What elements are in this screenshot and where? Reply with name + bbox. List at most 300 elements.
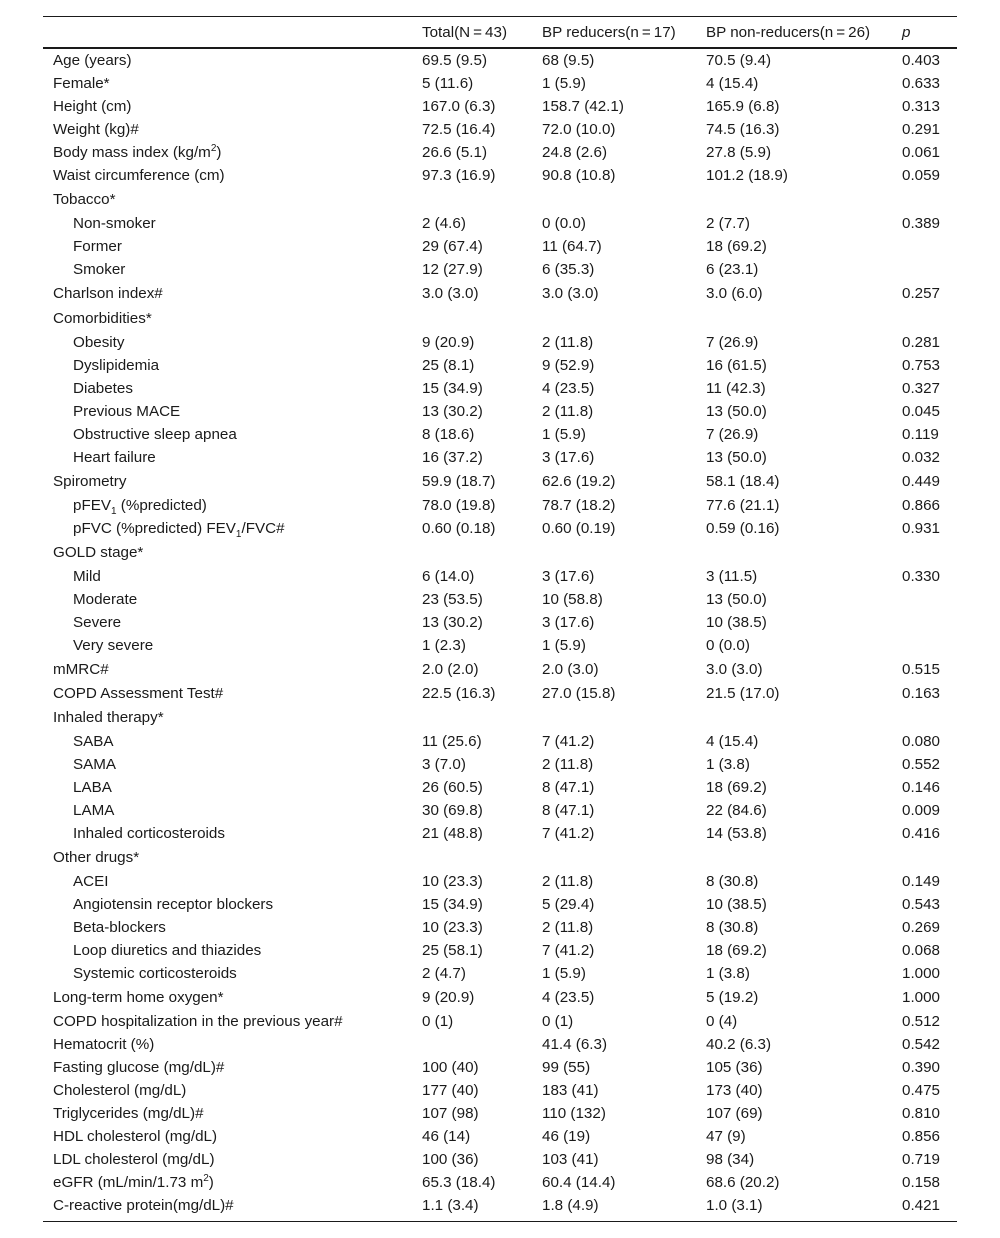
- cell-bp-non-reducers: 68.6 (20.2): [706, 1174, 780, 1191]
- row-label-text: Body mass index (kg/m: [53, 144, 211, 161]
- table-row: [43, 517, 957, 540]
- table-row: [43, 939, 957, 962]
- cell-total: 13 (30.2): [422, 403, 483, 420]
- cell-bp-non-reducers: 74.5 (16.3): [706, 121, 780, 138]
- cell-bp-non-reducers: 7 (26.9): [706, 426, 759, 443]
- cell-total: [422, 306, 542, 331]
- row-label: LABA: [73, 779, 112, 796]
- cell-bp-reducers: 2.0 (3.0): [542, 661, 599, 678]
- cell-bp-non-reducers: 0.59 (0.16): [706, 520, 780, 537]
- cell-p-value: 0.475: [902, 1082, 941, 1099]
- row-label: COPD Assessment Test#: [53, 685, 224, 702]
- cell-p-value: [902, 845, 957, 870]
- cell-p-value: 0.068: [902, 942, 941, 959]
- header-p-value: p: [902, 17, 957, 49]
- cell-total: 0.60 (0.18): [422, 520, 496, 537]
- cell-p-value: [902, 540, 957, 565]
- table-row: [43, 916, 957, 939]
- cell-bp-non-reducers: 107 (69): [706, 1105, 763, 1122]
- table-row: [43, 354, 957, 377]
- row-label: [43, 517, 422, 540]
- table-row: [43, 141, 957, 164]
- cell-bp-non-reducers: 8 (30.8): [706, 873, 759, 890]
- row-label: Spirometry: [53, 473, 127, 490]
- table-row: [43, 258, 957, 281]
- table-row: [43, 730, 957, 753]
- cell-total: 78.0 (19.8): [422, 497, 496, 514]
- row-label: ACEI: [73, 873, 109, 890]
- table-row: [43, 1033, 957, 1056]
- cell-bp-reducers: 158.7 (42.1): [542, 98, 624, 115]
- cell-total: 16 (37.2): [422, 449, 483, 466]
- row-label: Systemic corticosteroids: [73, 965, 237, 982]
- table-row: [43, 423, 957, 446]
- cell-total: 65.3 (18.4): [422, 1174, 496, 1191]
- cell-bp-non-reducers: 4 (15.4): [706, 75, 759, 92]
- cell-total: 2 (4.6): [422, 215, 466, 232]
- cell-total: [422, 705, 542, 730]
- row-label: LAMA: [73, 802, 115, 819]
- cell-bp-non-reducers: 77.6 (21.1): [706, 497, 780, 514]
- cell-bp-reducers: 2 (11.8): [542, 919, 594, 936]
- row-label: Cholesterol (mg/dL): [53, 1082, 187, 1099]
- row-label: Comorbidities*: [53, 310, 152, 327]
- cell-total: 21 (48.8): [422, 825, 483, 842]
- cell-p-value: 1.000: [902, 965, 941, 982]
- row-label: Smoker: [73, 261, 126, 278]
- cell-bp-non-reducers: 98 (34): [706, 1151, 755, 1168]
- cell-bp-non-reducers: [706, 187, 902, 212]
- cell-total: 22.5 (16.3): [422, 685, 496, 702]
- cell-p-value: 0.119: [902, 426, 939, 443]
- row-label: Diabetes: [73, 380, 133, 397]
- row-label: C-reactive protein(mg/dL)#: [43, 1194, 422, 1222]
- cell-bp-non-reducers: [706, 540, 902, 565]
- cell-total: 10 (23.3): [422, 873, 483, 890]
- table-row: [43, 1171, 957, 1194]
- cell-bp-non-reducers: 58.1 (18.4): [706, 473, 780, 490]
- cell-bp-non-reducers: 13 (50.0): [706, 449, 767, 466]
- cell-bp-reducers: 4 (23.5): [542, 989, 595, 1006]
- cell-bp-reducers: 2 (11.8): [542, 756, 594, 773]
- cell-p-value: 0.009: [902, 802, 941, 819]
- row-label-suffix: (%predicted): [116, 497, 207, 514]
- cell-total: 8 (18.6): [422, 426, 475, 443]
- header-total: Total(N = 43): [422, 17, 542, 49]
- cell-p-value: 0.449: [902, 473, 941, 490]
- table-row: [43, 400, 957, 423]
- cell-total: 97.3 (16.9): [422, 167, 496, 184]
- cell-p-value: 0.313: [902, 98, 941, 115]
- cell-total: 1 (2.3): [422, 637, 466, 654]
- cell-bp-non-reducers: 13 (50.0): [706, 403, 767, 420]
- table-row: [43, 95, 957, 118]
- row-label: Inhaled therapy*: [53, 709, 164, 726]
- cell-p-value: 0.390: [902, 1059, 941, 1076]
- cell-bp-reducers: 1.8 (4.9): [542, 1194, 706, 1222]
- cell-bp-reducers: 62.6 (19.2): [542, 473, 616, 490]
- cell-p-value: [902, 258, 957, 281]
- cell-bp-non-reducers: 3.0 (3.0): [706, 661, 763, 678]
- cell-bp-non-reducers: 7 (26.9): [706, 334, 759, 351]
- cell-bp-non-reducers: 10 (38.5): [706, 896, 767, 913]
- cell-total: 9 (20.9): [422, 334, 475, 351]
- cell-bp-non-reducers: 13 (50.0): [706, 591, 767, 608]
- cell-total: 46 (14): [422, 1128, 471, 1145]
- cell-bp-non-reducers: 21.5 (17.0): [706, 685, 780, 702]
- cell-bp-reducers: 41.4 (6.3): [542, 1036, 608, 1053]
- cell-p-value: [902, 187, 957, 212]
- cell-bp-non-reducers: 40.2 (6.3): [706, 1036, 772, 1053]
- cell-bp-reducers: 10 (58.8): [542, 591, 603, 608]
- table-row: [43, 469, 957, 494]
- cell-bp-reducers: 68 (9.5): [542, 52, 595, 69]
- cell-p-value: 0.061: [902, 144, 941, 161]
- row-label: HDL cholesterol (mg/dL): [53, 1128, 218, 1145]
- cell-bp-non-reducers: 3.0 (6.0): [706, 285, 763, 302]
- row-label: Loop diuretics and thiazides: [73, 942, 262, 959]
- cell-p-value: [902, 588, 957, 611]
- cell-bp-reducers: 24.8 (2.6): [542, 144, 608, 161]
- row-label: Severe: [73, 614, 122, 631]
- cell-p-value: [902, 235, 957, 258]
- header-bp-non-reducers: BP non-reducers(n = 26): [706, 17, 902, 49]
- cell-total: 6 (14.0): [422, 568, 475, 585]
- cell-bp-reducers: 7 (41.2): [542, 942, 595, 959]
- cell-p-value: 1.000: [902, 989, 941, 1006]
- cell-p-value: [902, 634, 957, 657]
- cell-bp-reducers: 8 (47.1): [542, 802, 595, 819]
- row-label-sub: 1: [110, 506, 117, 518]
- cell-bp-non-reducers: 27.8 (5.9): [706, 144, 772, 161]
- cell-p-value: 0.330: [902, 568, 941, 585]
- cell-total: 72.5 (16.4): [422, 121, 496, 138]
- table-row: [43, 776, 957, 799]
- cell-bp-reducers: 2 (11.8): [542, 334, 594, 351]
- cell-bp-reducers: 1 (5.9): [542, 426, 586, 443]
- cell-total: 69.5 (9.5): [422, 52, 488, 69]
- cell-bp-reducers: 3 (17.6): [542, 614, 595, 631]
- row-label: [43, 1171, 422, 1194]
- row-label: Heart failure: [73, 449, 156, 466]
- cell-p-value: 0.856: [902, 1128, 941, 1145]
- cell-p-value: 0.931: [902, 520, 941, 537]
- table-row: [43, 377, 957, 400]
- cell-total: 1.1 (3.4): [422, 1194, 542, 1222]
- cell-p-value: 0.542: [902, 1036, 941, 1053]
- table-row: [43, 588, 957, 611]
- cell-bp-non-reducers: 1 (3.8): [706, 756, 750, 773]
- cell-total: 26 (60.5): [422, 779, 483, 796]
- table-row: [43, 1194, 957, 1222]
- cell-bp-reducers: 3 (17.6): [542, 449, 595, 466]
- cell-p-value: 0.032: [902, 449, 941, 466]
- header-bp-reducers: BP reducers(n = 17): [542, 17, 706, 49]
- cell-bp-non-reducers: 5 (19.2): [706, 989, 759, 1006]
- cell-total: 29 (67.4): [422, 238, 483, 255]
- cell-p-value: 0.291: [902, 121, 941, 138]
- cell-bp-reducers: 0.60 (0.19): [542, 520, 616, 537]
- cell-total: 9 (20.9): [422, 989, 475, 1006]
- row-label-suffix: ): [208, 1174, 214, 1191]
- row-label: Age (years): [53, 52, 132, 69]
- table-row: [43, 799, 957, 822]
- cell-bp-reducers: 99 (55): [542, 1059, 591, 1076]
- cell-total: 25 (8.1): [422, 357, 475, 374]
- cell-bp-non-reducers: 22 (84.6): [706, 802, 767, 819]
- cell-bp-non-reducers: 173 (40): [706, 1082, 763, 1099]
- table-row: [43, 1010, 957, 1033]
- row-label: Height (cm): [53, 98, 132, 115]
- cell-total: [422, 1033, 542, 1056]
- row-label: Weight (kg)#: [53, 121, 139, 138]
- cell-bp-reducers: 110 (132): [542, 1105, 606, 1122]
- cell-bp-non-reducers: 8 (30.8): [706, 919, 759, 936]
- row-label: SAMA: [73, 756, 117, 773]
- table-row: [43, 705, 957, 730]
- row-label: Triglycerides (mg/dL)#: [53, 1105, 204, 1122]
- cell-total: 13 (30.2): [422, 614, 483, 631]
- cell-total: [422, 187, 542, 212]
- table-row: [43, 893, 957, 916]
- cell-total: 3 (7.0): [422, 756, 466, 773]
- table-row: [43, 1056, 957, 1079]
- cell-p-value: [902, 611, 957, 634]
- cell-p-value: 0.080: [902, 733, 941, 750]
- cell-bp-reducers: 0 (0.0): [542, 215, 586, 232]
- cell-bp-non-reducers: [706, 705, 902, 730]
- cell-bp-non-reducers: [706, 845, 902, 870]
- table-row: [43, 1079, 957, 1102]
- cell-total: 2 (4.7): [422, 965, 466, 982]
- row-label: [43, 141, 422, 164]
- cell-bp-reducers: 27.0 (15.8): [542, 685, 616, 702]
- row-label: [43, 494, 422, 517]
- table-row: [43, 164, 957, 187]
- cell-p-value: [902, 705, 957, 730]
- cell-p-value: 0.403: [902, 52, 941, 69]
- row-label: Inhaled corticosteroids: [73, 825, 225, 842]
- table-row: [43, 962, 957, 985]
- table-row: [43, 331, 957, 354]
- cell-p-value: 0.421: [902, 1194, 957, 1222]
- cell-total: 15 (34.9): [422, 896, 483, 913]
- cell-p-value: 0.866: [902, 497, 941, 514]
- row-label-sub: 1: [235, 529, 242, 541]
- table-row: [43, 822, 957, 845]
- row-label: GOLD stage*: [53, 544, 144, 561]
- row-label-sup: 2: [210, 142, 217, 154]
- characteristics-table: [43, 16, 957, 1222]
- cell-total: [422, 845, 542, 870]
- row-label: Obstructive sleep apnea: [73, 426, 237, 443]
- cell-bp-reducers: 78.7 (18.2): [542, 497, 616, 514]
- cell-total: 100 (36): [422, 1151, 479, 1168]
- cell-bp-non-reducers: 18 (69.2): [706, 942, 767, 959]
- table-row: [43, 281, 957, 306]
- row-label: Non-smoker: [73, 215, 156, 232]
- cell-bp-non-reducers: 101.2 (18.9): [706, 167, 788, 184]
- cell-bp-reducers: 8 (47.1): [542, 779, 595, 796]
- table-row: [43, 611, 957, 634]
- row-label: Obesity: [73, 334, 125, 351]
- cell-total: 167.0 (6.3): [422, 98, 496, 115]
- row-label: COPD hospitalization in the previous year#: [53, 1013, 343, 1030]
- row-label: Fasting glucose (mg/dL)#: [53, 1059, 225, 1076]
- cell-p-value: 0.281: [902, 334, 941, 351]
- cell-bp-non-reducers: 10 (38.5): [706, 614, 767, 631]
- cell-bp-reducers: 183 (41): [542, 1082, 599, 1099]
- row-label: Other drugs*: [53, 849, 140, 866]
- cell-total: 12 (27.9): [422, 261, 483, 278]
- cell-p-value: 0.633: [902, 75, 941, 92]
- cell-bp-reducers: 3.0 (3.0): [542, 285, 599, 302]
- table-row: [43, 1148, 957, 1171]
- row-label: mMRC#: [53, 661, 109, 678]
- cell-total: 100 (40): [422, 1059, 479, 1076]
- cell-bp-reducers: 11 (64.7): [542, 238, 602, 255]
- cell-bp-reducers: 7 (41.2): [542, 825, 595, 842]
- cell-bp-reducers: 7 (41.2): [542, 733, 595, 750]
- header-variable: [43, 17, 422, 49]
- cell-p-value: 0.543: [902, 896, 941, 913]
- cell-bp-non-reducers: 18 (69.2): [706, 779, 767, 796]
- cell-bp-reducers: 46 (19): [542, 1128, 591, 1145]
- row-label-text: pFEV: [73, 497, 111, 514]
- cell-p-value: 0.327: [902, 380, 941, 397]
- row-label: Dyslipidemia: [73, 357, 160, 374]
- cell-bp-reducers: 0 (1): [542, 1013, 574, 1030]
- cell-p-value: 0.163: [902, 685, 941, 702]
- cell-p-value: 0.416: [902, 825, 941, 842]
- cell-p-value: 0.146: [902, 779, 941, 796]
- cell-total: 23 (53.5): [422, 591, 483, 608]
- cell-bp-reducers: 1 (5.9): [542, 75, 586, 92]
- row-label: Hematocrit (%): [53, 1036, 155, 1053]
- cell-bp-reducers: 3 (17.6): [542, 568, 595, 585]
- row-label: SABA: [73, 733, 114, 750]
- cell-bp-non-reducers: 165.9 (6.8): [706, 98, 780, 115]
- cell-bp-reducers: [542, 845, 706, 870]
- table-row: [43, 118, 957, 141]
- cell-p-value: 0.753: [902, 357, 941, 374]
- row-label: LDL cholesterol (mg/dL): [53, 1151, 215, 1168]
- table-row: [43, 1125, 957, 1148]
- table-row: [43, 72, 957, 95]
- cell-bp-non-reducers: 105 (36): [706, 1059, 763, 1076]
- table-row: [43, 235, 957, 258]
- cell-bp-non-reducers: 0 (0.0): [706, 637, 750, 654]
- cell-p-value: [902, 306, 957, 331]
- cell-bp-non-reducers: 11 (42.3): [706, 380, 766, 397]
- cell-total: 26.6 (5.1): [422, 144, 488, 161]
- cell-bp-non-reducers: [706, 306, 902, 331]
- cell-bp-reducers: [542, 540, 706, 565]
- cell-total: 3.0 (3.0): [422, 285, 479, 302]
- row-label-text: pFVC (%predicted) FEV: [73, 520, 236, 537]
- row-label: Long-term home oxygen*: [53, 989, 224, 1006]
- row-label: Mild: [73, 568, 101, 585]
- table-row: [43, 494, 957, 517]
- cell-bp-non-reducers: 6 (23.1): [706, 261, 759, 278]
- cell-p-value: 0.810: [902, 1105, 941, 1122]
- cell-p-value: 0.512: [902, 1013, 941, 1030]
- cell-bp-reducers: 1 (5.9): [542, 637, 586, 654]
- cell-bp-reducers: [542, 306, 706, 331]
- cell-bp-reducers: 90.8 (10.8): [542, 167, 616, 184]
- table-row: [43, 212, 957, 235]
- cell-total: 15 (34.9): [422, 380, 483, 397]
- row-label: Tobacco*: [53, 191, 116, 208]
- cell-total: 10 (23.3): [422, 919, 483, 936]
- cell-bp-reducers: [542, 187, 706, 212]
- cell-bp-reducers: 60.4 (14.4): [542, 1174, 616, 1191]
- table-row: [43, 634, 957, 657]
- cell-p-value: 0.515: [902, 661, 941, 678]
- table-row: [43, 540, 957, 565]
- cell-bp-non-reducers: 47 (9): [706, 1128, 746, 1145]
- row-label: Angiotensin receptor blockers: [73, 896, 274, 913]
- row-label-text: eGFR (mL/min/1.73 m: [53, 1174, 204, 1191]
- cell-bp-non-reducers: 16 (61.5): [706, 357, 767, 374]
- cell-p-value: 0.149: [902, 873, 941, 890]
- cell-bp-non-reducers: 2 (7.7): [706, 215, 750, 232]
- table-row: [43, 565, 957, 588]
- cell-total: 25 (58.1): [422, 942, 483, 959]
- row-label-suffix: /FVC#: [241, 520, 285, 537]
- cell-bp-reducers: [542, 705, 706, 730]
- cell-bp-non-reducers: 3 (11.5): [706, 568, 758, 585]
- cell-bp-reducers: 103 (41): [542, 1151, 599, 1168]
- cell-p-value: 0.269: [902, 919, 941, 936]
- cell-p-value: 0.158: [902, 1174, 941, 1191]
- table-row: [43, 870, 957, 893]
- cell-bp-non-reducers: 18 (69.2): [706, 238, 767, 255]
- cell-bp-reducers: 9 (52.9): [542, 357, 595, 374]
- cell-bp-reducers: 1 (5.9): [542, 965, 586, 982]
- cell-total: 0 (1): [422, 1013, 454, 1030]
- cell-bp-non-reducers: 14 (53.8): [706, 825, 767, 842]
- cell-p-value: 0.059: [902, 167, 941, 184]
- cell-bp-non-reducers: 4 (15.4): [706, 733, 759, 750]
- cell-bp-reducers: 4 (23.5): [542, 380, 595, 397]
- cell-p-value: 0.045: [902, 403, 941, 420]
- cell-bp-non-reducers: 70.5 (9.4): [706, 52, 772, 69]
- cell-total: 11 (25.6): [422, 733, 482, 750]
- table-container: [43, 16, 957, 1222]
- row-label-sup: 2: [203, 1172, 209, 1184]
- cell-bp-reducers: 72.0 (10.0): [542, 121, 616, 138]
- cell-total: 107 (98): [422, 1105, 479, 1122]
- cell-total: 30 (69.8): [422, 802, 483, 819]
- table-row: [43, 985, 957, 1010]
- cell-total: 177 (40): [422, 1082, 479, 1099]
- row-label: Female*: [53, 75, 110, 92]
- table-row: [43, 657, 957, 682]
- table-row: [43, 306, 957, 331]
- cell-total: 2.0 (2.0): [422, 661, 479, 678]
- table-row: [43, 187, 957, 212]
- row-label: Moderate: [73, 591, 138, 608]
- row-label: Former: [73, 238, 122, 255]
- cell-bp-reducers: 5 (29.4): [542, 896, 595, 913]
- table-row: [43, 446, 957, 469]
- table-row: [43, 845, 957, 870]
- row-label: Previous MACE: [73, 403, 181, 420]
- cell-p-value: 0.389: [902, 215, 941, 232]
- table-row: [43, 48, 957, 72]
- table-header-row: [43, 17, 957, 49]
